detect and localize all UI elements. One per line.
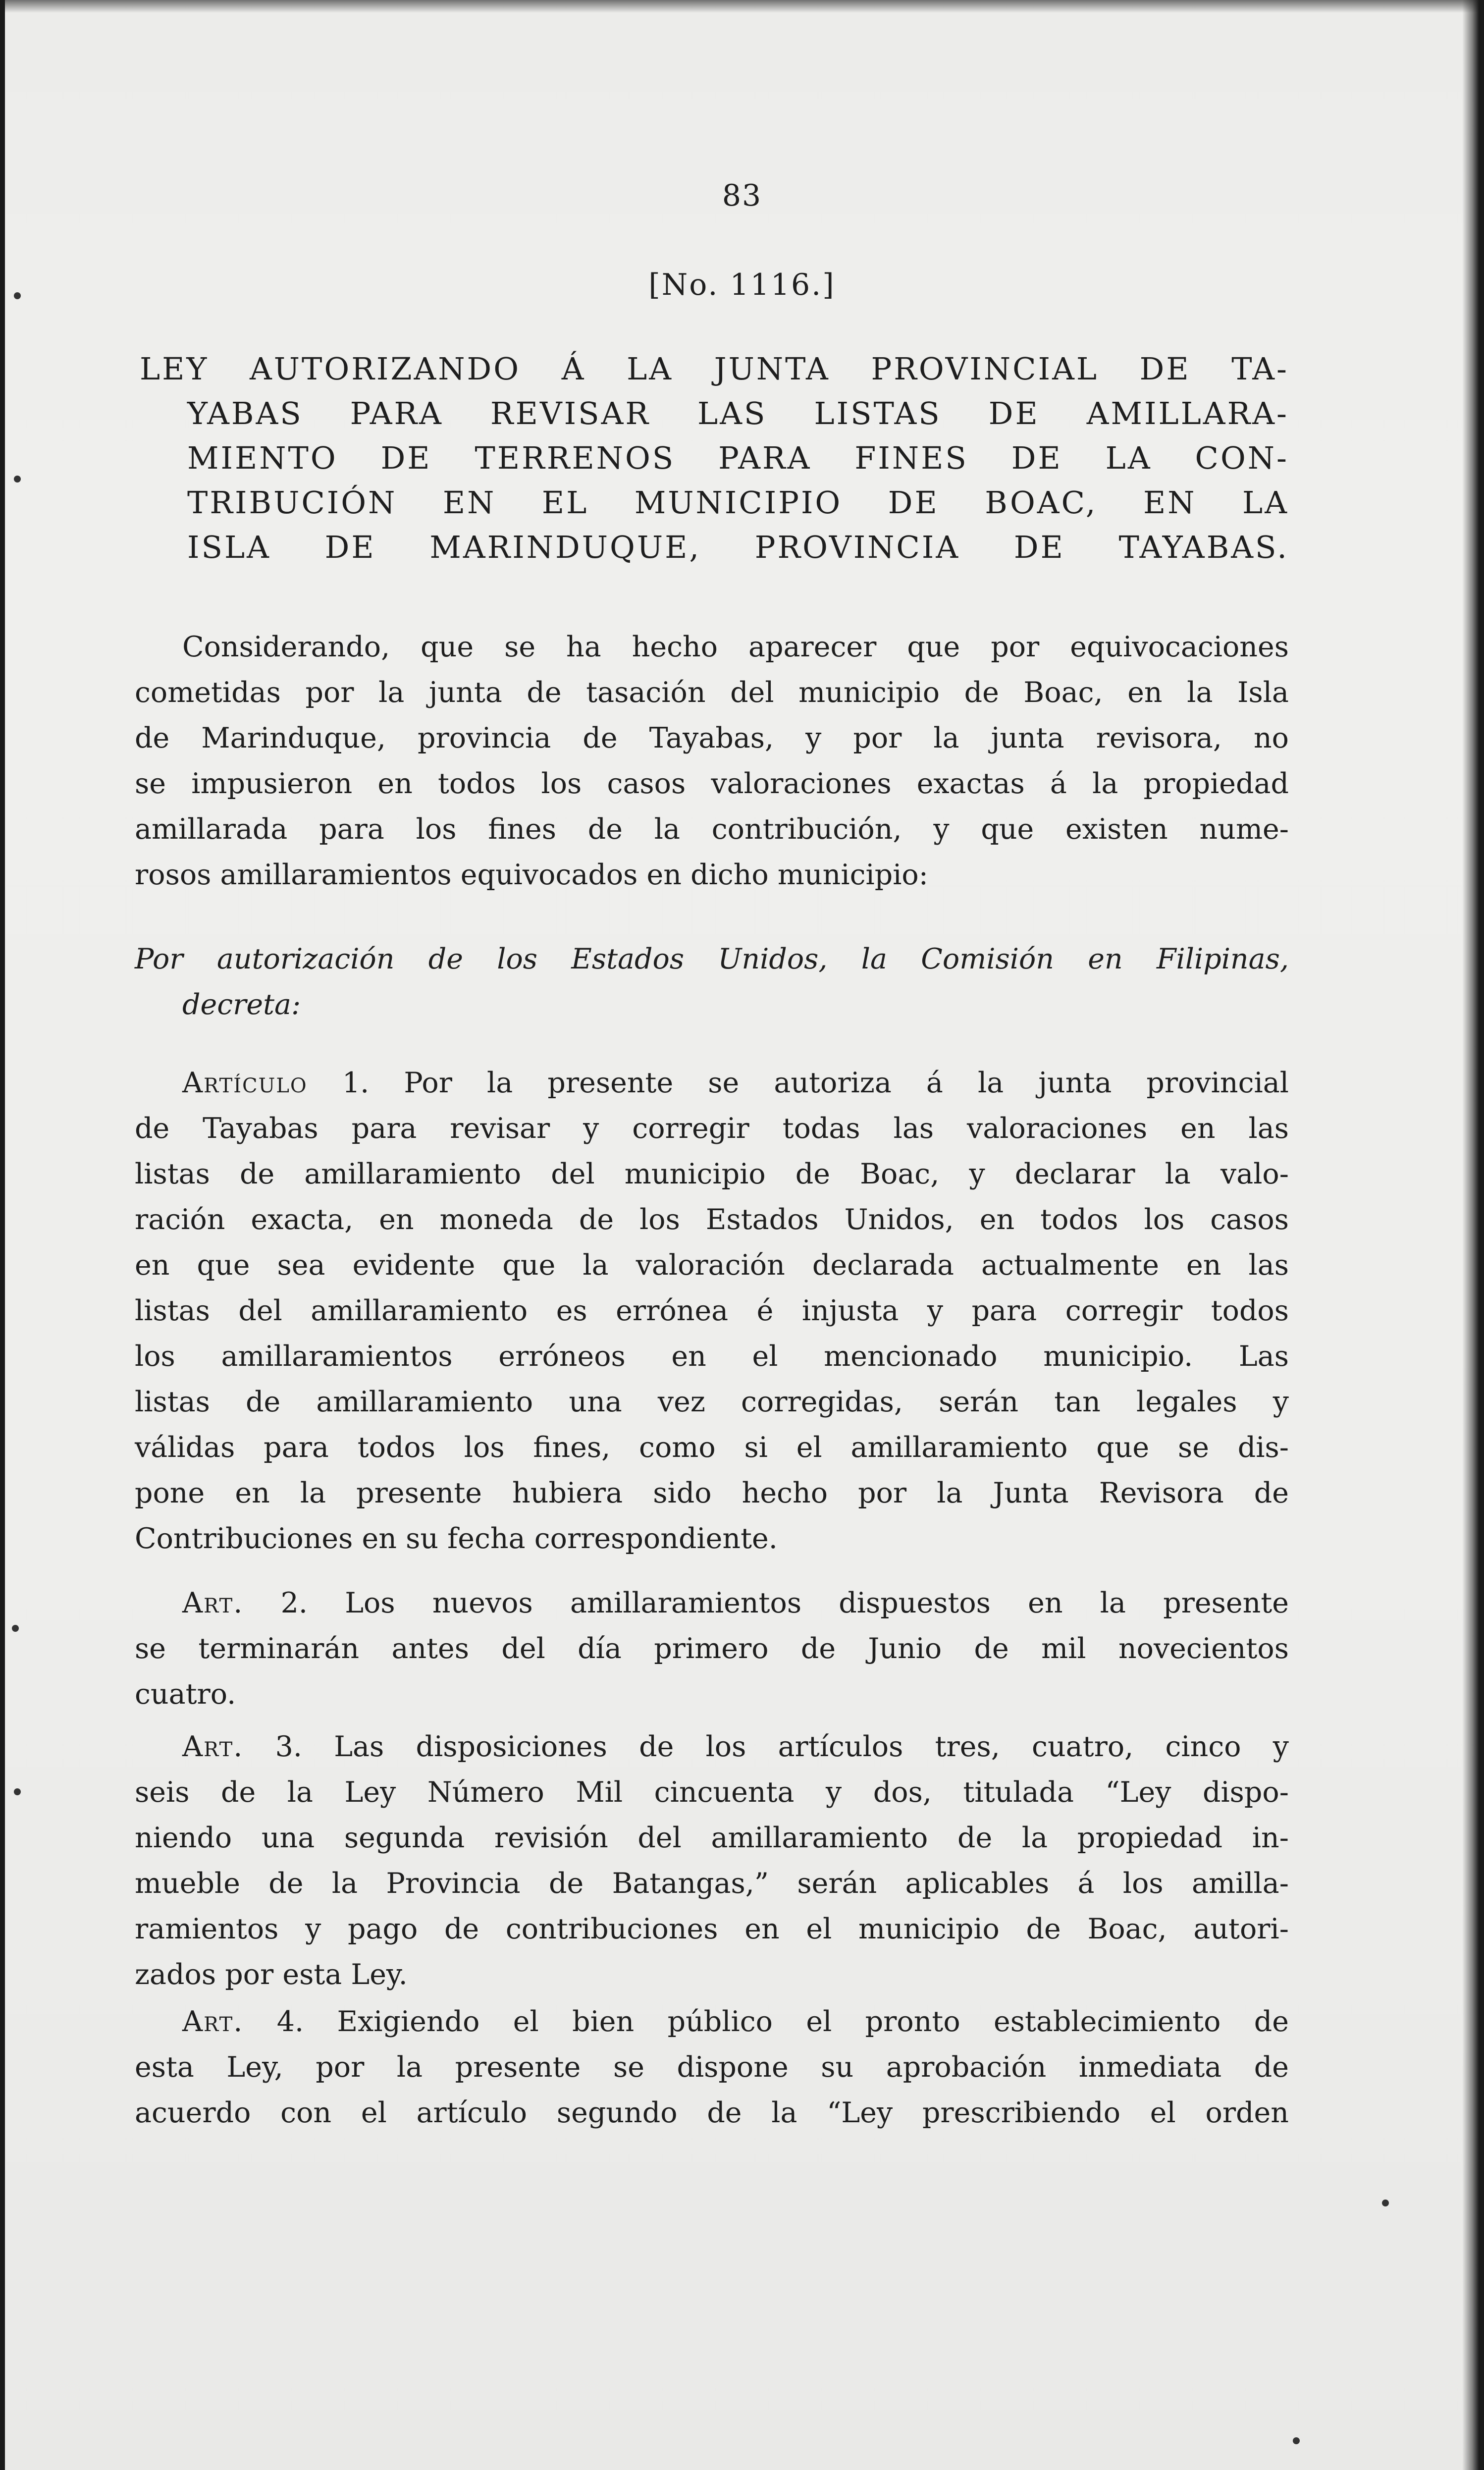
scan-speck [12,1625,19,1632]
law-title [140,347,1289,570]
title-line: ISLA DE MARINDUQUE, PROVINCIA DE TAYABAS. [187,529,1289,565]
text-line: de Tayabas para revisar y corregir todas las valoraciones en las [135,1112,1289,1145]
text-line: esta Ley, por la presente se dispone su aprobación inmediata de [135,2051,1289,2084]
scan-speck [14,292,21,299]
scan-speck [14,476,21,483]
text-line: de Marinduque, provincia de Tayabas, y por la junta revisora, no [135,722,1289,754]
text-line: cometidas por la junta de tasación del municipio de Boac, en la Isla [135,676,1289,709]
text-line: mueble de la Provincia de Batangas,” serán aplicables á los amilla- [135,1867,1289,1900]
text-line: cuatro. [135,1678,236,1711]
scan-speck [14,1788,21,1795]
text-line: se terminarán antes del día primero de Junio de mil novecientos [135,1632,1289,1665]
text-line: Art. 4. Exigiendo el bien público el pronto establecimiento de [182,2005,1289,2038]
text-line: válidas para todos los fines, como si el amillaramiento que se dis- [135,1431,1289,1464]
article-label: Art. [182,1730,244,1763]
article-4 [135,1999,1289,2136]
text-line: Art. 3. Las disposiciones de los artículos tres, cuatro, cinco y [182,1730,1289,1763]
text-line: pone en la presente hubiera sido hecho por la Junta Revisora de [135,1477,1289,1509]
page-number: 83 [722,178,762,213]
text-line: en que sea evidente que la valoración declarada actualmente en las [135,1249,1289,1282]
article-label: Art. [182,2005,244,2038]
scan-shadow-right [1462,0,1479,2470]
title-line: TRIBUCIÓN EN EL MUNICIPIO DE BOAC, EN LA [187,484,1289,521]
text-line: listas del amillaramiento es errónea é injusta y para corregir todos [135,1294,1289,1327]
text-line: Artículo 1. Por la presente se autoriza á la junta provincial [182,1067,1289,1099]
article-label: Artículo [182,1067,308,1099]
article-1 [135,1060,1289,1561]
scan-shadow-top [5,0,1479,13]
text-line: Art. 2. Los nuevos amillaramientos dispuestos en la presente [182,1587,1289,1619]
preamble-paragraph [135,624,1289,898]
title-line: MIENTO DE TERRENOS PARA FINES DE LA CON- [187,440,1289,476]
article-label: Art. [182,1587,244,1619]
text-line: los amillaramientos erróneos en el mencionado municipio. Las [135,1340,1289,1373]
title-line: LEY AUTORIZANDO Á LA JUNTA PROVINCIAL DE TA- [140,351,1289,387]
text-line: listas de amillaramiento una vez corregidas, serán tan legales y [135,1386,1289,1418]
text-line: ramientos y pago de contribuciones en el municipio de Boac, autori- [135,1913,1289,1945]
text-line: ración exacta, en moneda de los Estados Unidos, en todos los casos [135,1203,1289,1236]
scan-speck [1382,2200,1389,2206]
text-line: acuerdo con el artículo segundo de la “Ley prescribiendo el orden [135,2096,1289,2129]
text-line: decreta: [182,988,301,1021]
enacting-clause [135,936,1289,1027]
text-line: listas de amillaramiento del municipio de Boac, y declarar la valo- [135,1158,1289,1190]
document-page [5,0,1479,2470]
text-line: niendo una segunda revisión del amillaramiento de la propiedad in- [135,1822,1289,1854]
text-line: se impusieron en todos los casos valoraciones exactas á la propiedad [135,767,1289,800]
text-line: seis de la Ley Número Mil cincuenta y dos, titulada “Ley dispo- [135,1776,1289,1809]
text-line: amillarada para los fines de la contribución, y que existen nume- [135,813,1289,846]
article-3 [135,1724,1289,1997]
law-number: [No. 1116.] [648,268,836,302]
text-line: Contribuciones en su fecha correspondiente. [135,1522,778,1555]
text-line: Por autorización de los Estados Unidos, la Comisión en Filipinas, [135,943,1289,975]
text-line: rosos amillaramientos equivocados en dicho municipio: [135,859,928,891]
article-2 [135,1580,1289,1717]
title-line: YABAS PARA REVISAR LAS LISTAS DE AMILLARA- [187,395,1289,431]
text-line: zados por esta Ley. [135,1958,408,1991]
scan-speck [1293,2437,1300,2444]
text-line: Considerando, que se ha hecho aparecer que por equivocaciones [182,631,1289,663]
